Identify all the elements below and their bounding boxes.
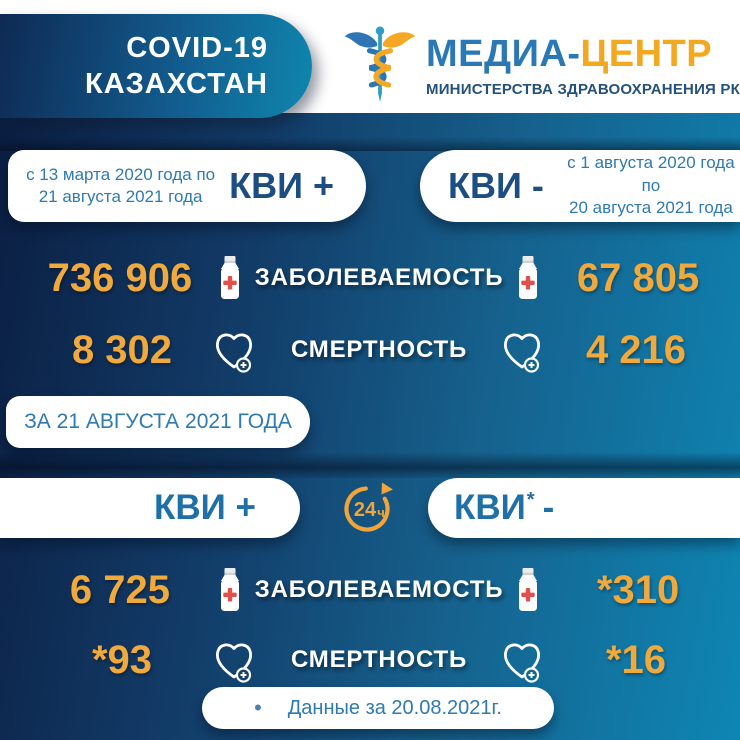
cumulative-mortality-positive: 8 302	[71, 327, 173, 372]
kvi-plus-period-pill	[8, 150, 366, 222]
medicine-bottle-icon	[503, 567, 552, 613]
kvi-plus-period-line1: с 13 марта 2020 года по	[26, 164, 216, 184]
cumulative-mortality-row	[0, 320, 740, 380]
daily-kvi-minus-asterisk: *	[526, 489, 535, 511]
daily-incidence-row	[0, 558, 740, 622]
kvi-minus-period-line2: 20 августа 2021 года	[569, 198, 733, 218]
kvi-minus-period-pill	[420, 150, 740, 222]
caduceus-icon	[342, 22, 418, 106]
cumulative-incidence-positive: 736 906	[47, 255, 193, 300]
clock-24h-icon	[338, 480, 396, 538]
daily-kvi-minus-label	[454, 488, 554, 528]
clock-hours-text: 24	[353, 499, 377, 521]
bullet-dot: •	[254, 695, 262, 720]
badge-line-covid: COVID-19	[126, 31, 268, 64]
mortality-label: СМЕРТНОСТЬ	[290, 646, 467, 673]
footer-note-pill	[202, 687, 554, 729]
logo-title-center: ЦЕНТР	[580, 33, 713, 75]
kvi-minus-period-line1: с 1 августа 2020 года по	[567, 153, 735, 195]
badge-line-country: КАЗАХСТАН	[85, 68, 268, 100]
medicine-bottle-icon	[206, 255, 255, 301]
medicine-bottle-icon	[503, 255, 552, 301]
kvi-minus-period	[562, 152, 740, 219]
incidence-label: ЗАБОЛЕВАЕМОСТЬ	[254, 264, 504, 291]
daily-incidence-negative: *310	[596, 567, 680, 612]
logo-title-media: МЕДИА-	[426, 33, 581, 75]
daily-kvi-plus-label: КВИ +	[154, 488, 256, 527]
cumulative-mortality-negative: 4 216	[585, 327, 687, 372]
mortality-label: СМЕРТНОСТЬ	[290, 336, 467, 363]
heart-stethoscope-icon	[498, 636, 548, 684]
daily-incidence-positive: 6 725	[69, 567, 170, 612]
logo-subtitle: МИНИСТЕРСТВА ЗДРАВООХРАНЕНИЯ РК	[426, 81, 740, 98]
kvi-plus-label: КВИ +	[229, 165, 334, 206]
daily-kvi-minus-pill	[428, 478, 740, 538]
kvi-minus-label: КВИ -	[448, 165, 544, 206]
cumulative-incidence-row	[0, 246, 740, 310]
heart-stethoscope-icon	[210, 326, 260, 374]
daily-kvi-minus-sign: -	[542, 488, 555, 527]
daily-kvi-minus-base: КВИ	[454, 488, 526, 527]
heart-stethoscope-icon	[210, 636, 260, 684]
daily-mortality-row	[0, 630, 740, 690]
incidence-label: ЗАБОЛЕВАЕМОСТЬ	[254, 576, 504, 603]
daily-mortality-negative: *16	[605, 637, 667, 682]
covid-title-badge	[0, 14, 312, 118]
daily-date-pill: ЗА 21 АВГУСТА 2021 ГОДА	[6, 396, 310, 448]
logo-text	[426, 22, 740, 98]
daily-mortality-positive: *93	[91, 637, 153, 682]
medicine-bottle-icon	[206, 567, 255, 613]
footer-note-text: Данные за 20.08.2021г.	[287, 696, 502, 719]
ministry-logo	[342, 22, 740, 106]
kvi-plus-period-line2: 21 августа 2021 года	[38, 187, 203, 206]
kvi-plus-period	[26, 164, 215, 209]
clock-unit-text: ч	[377, 505, 385, 520]
heart-stethoscope-icon	[498, 326, 548, 374]
daily-kvi-plus-pill	[0, 478, 300, 538]
cumulative-incidence-negative: 67 805	[576, 255, 700, 300]
logo-title	[426, 35, 740, 73]
